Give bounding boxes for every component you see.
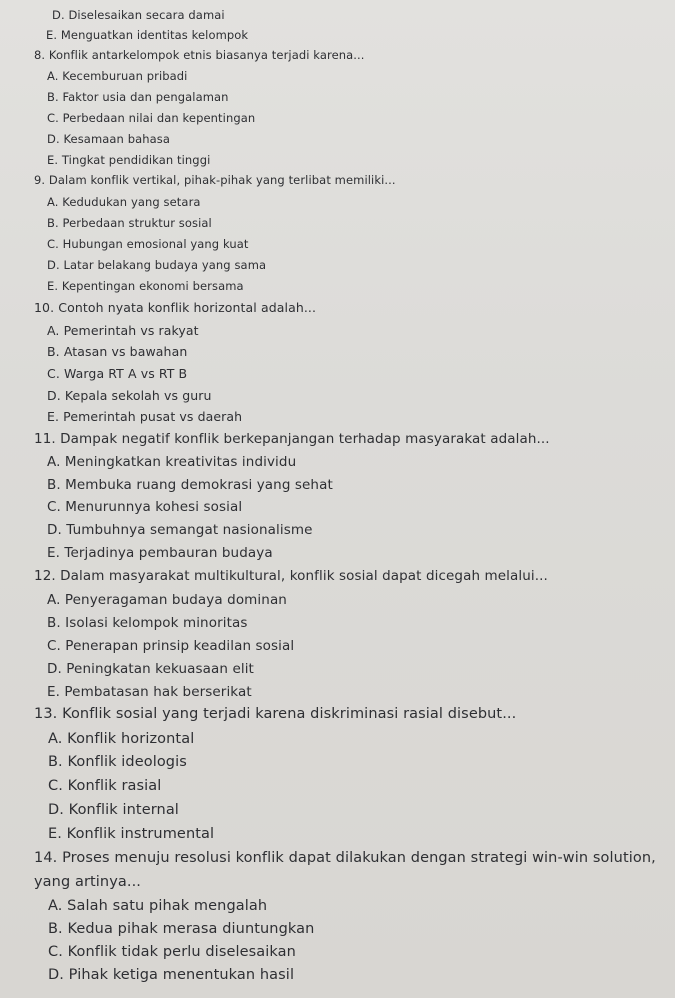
question-14-continued: yang artinya... xyxy=(34,874,142,890)
q9-option-a: A. Kedudukan yang setara xyxy=(47,195,201,209)
q12-option-d: D. Peningkatan kekuasaan elit xyxy=(47,661,254,677)
question-9: 9. Dalam konflik vertikal, pihak-pihak yang terlibat memiliki... xyxy=(34,173,396,187)
q8-option-b: B. Faktor usia dan pengalaman xyxy=(47,90,229,104)
q9-option-e: E. Kepentingan ekonomi bersama xyxy=(47,279,244,293)
q14-option-a: A. Salah satu pihak mengalah xyxy=(48,898,268,914)
q11-option-d: D. Tumbuhnya semangat nasionalisme xyxy=(47,522,313,538)
q13-option-d: D. Konflik internal xyxy=(48,802,179,818)
q12-option-a: A. Penyeragaman budaya dominan xyxy=(47,592,287,608)
q9-option-c: C. Hubungan emosional yang kuat xyxy=(47,237,249,251)
question-14: 14. Proses menuju resolusi konflik dapat dilakukan dengan strategi win-win solution, xyxy=(34,850,656,866)
q13-option-b: B. Konflik ideologis xyxy=(48,754,187,770)
q9-option-b: B. Perbedaan struktur sosial xyxy=(47,216,212,230)
q13-option-a: A. Konflik horizontal xyxy=(48,731,195,747)
q12-option-e: E. Pembatasan hak berserikat xyxy=(47,684,252,700)
q10-option-a: A. Pemerintah vs rakyat xyxy=(47,323,199,338)
q7-option-e: E. Menguatkan identitas kelompok xyxy=(46,28,249,42)
question-11: 11. Dampak negatif konflik berkepanjangan terhadap masyarakat adalah... xyxy=(34,431,550,447)
q13-option-c: C. Konflik rasial xyxy=(48,778,162,794)
q11-option-a: A. Meningkatkan kreativitas individu xyxy=(47,454,297,470)
q10-option-d: D. Kepala sekolah vs guru xyxy=(47,388,212,403)
q14-option-c: C. Konflik tidak perlu diselesaikan xyxy=(48,944,296,960)
q8-option-a: A. Kecemburuan pribadi xyxy=(47,69,188,83)
q9-option-d: D. Latar belakang budaya yang sama xyxy=(47,258,267,272)
q10-option-e: E. Pemerintah pusat vs daerah xyxy=(47,409,243,424)
q8-option-e: E. Tingkat pendidikan tinggi xyxy=(47,153,211,167)
q11-option-b: B. Membuka ruang demokrasi yang sehat xyxy=(47,477,333,493)
question-13: 13. Konflik sosial yang terjadi karena diskriminasi rasial disebut... xyxy=(34,706,517,722)
q8-option-d: D. Kesamaan bahasa xyxy=(47,132,171,146)
q12-option-c: C. Penerapan prinsip keadilan sosial xyxy=(47,638,295,654)
question-12: 12. Dalam masyarakat multikultural, konflik sosial dapat dicegah melalui... xyxy=(34,568,548,584)
question-10: 10. Contoh nyata konflik horizontal adalah... xyxy=(34,300,317,315)
q10-option-b: B. Atasan vs bawahan xyxy=(47,344,188,359)
question-8: 8. Konflik antarkelompok etnis biasanya terjadi karena... xyxy=(34,48,365,62)
q14-option-d: D. Pihak ketiga menentukan hasil xyxy=(48,967,295,983)
q11-option-e: E. Terjadinya pembauran budaya xyxy=(47,545,273,561)
q7-option-d: D. Diselesaikan secara damai xyxy=(52,8,225,22)
q13-option-e: E. Konflik instrumental xyxy=(48,826,215,842)
q10-option-c: C. Warga RT A vs RT B xyxy=(47,366,188,381)
q8-option-c: C. Perbedaan nilai dan kepentingan xyxy=(47,111,256,125)
q11-option-c: C. Menurunnya kohesi sosial xyxy=(47,499,243,515)
q12-option-b: B. Isolasi kelompok minoritas xyxy=(47,615,248,631)
q14-option-b: B. Kedua pihak merasa diuntungkan xyxy=(48,921,315,937)
